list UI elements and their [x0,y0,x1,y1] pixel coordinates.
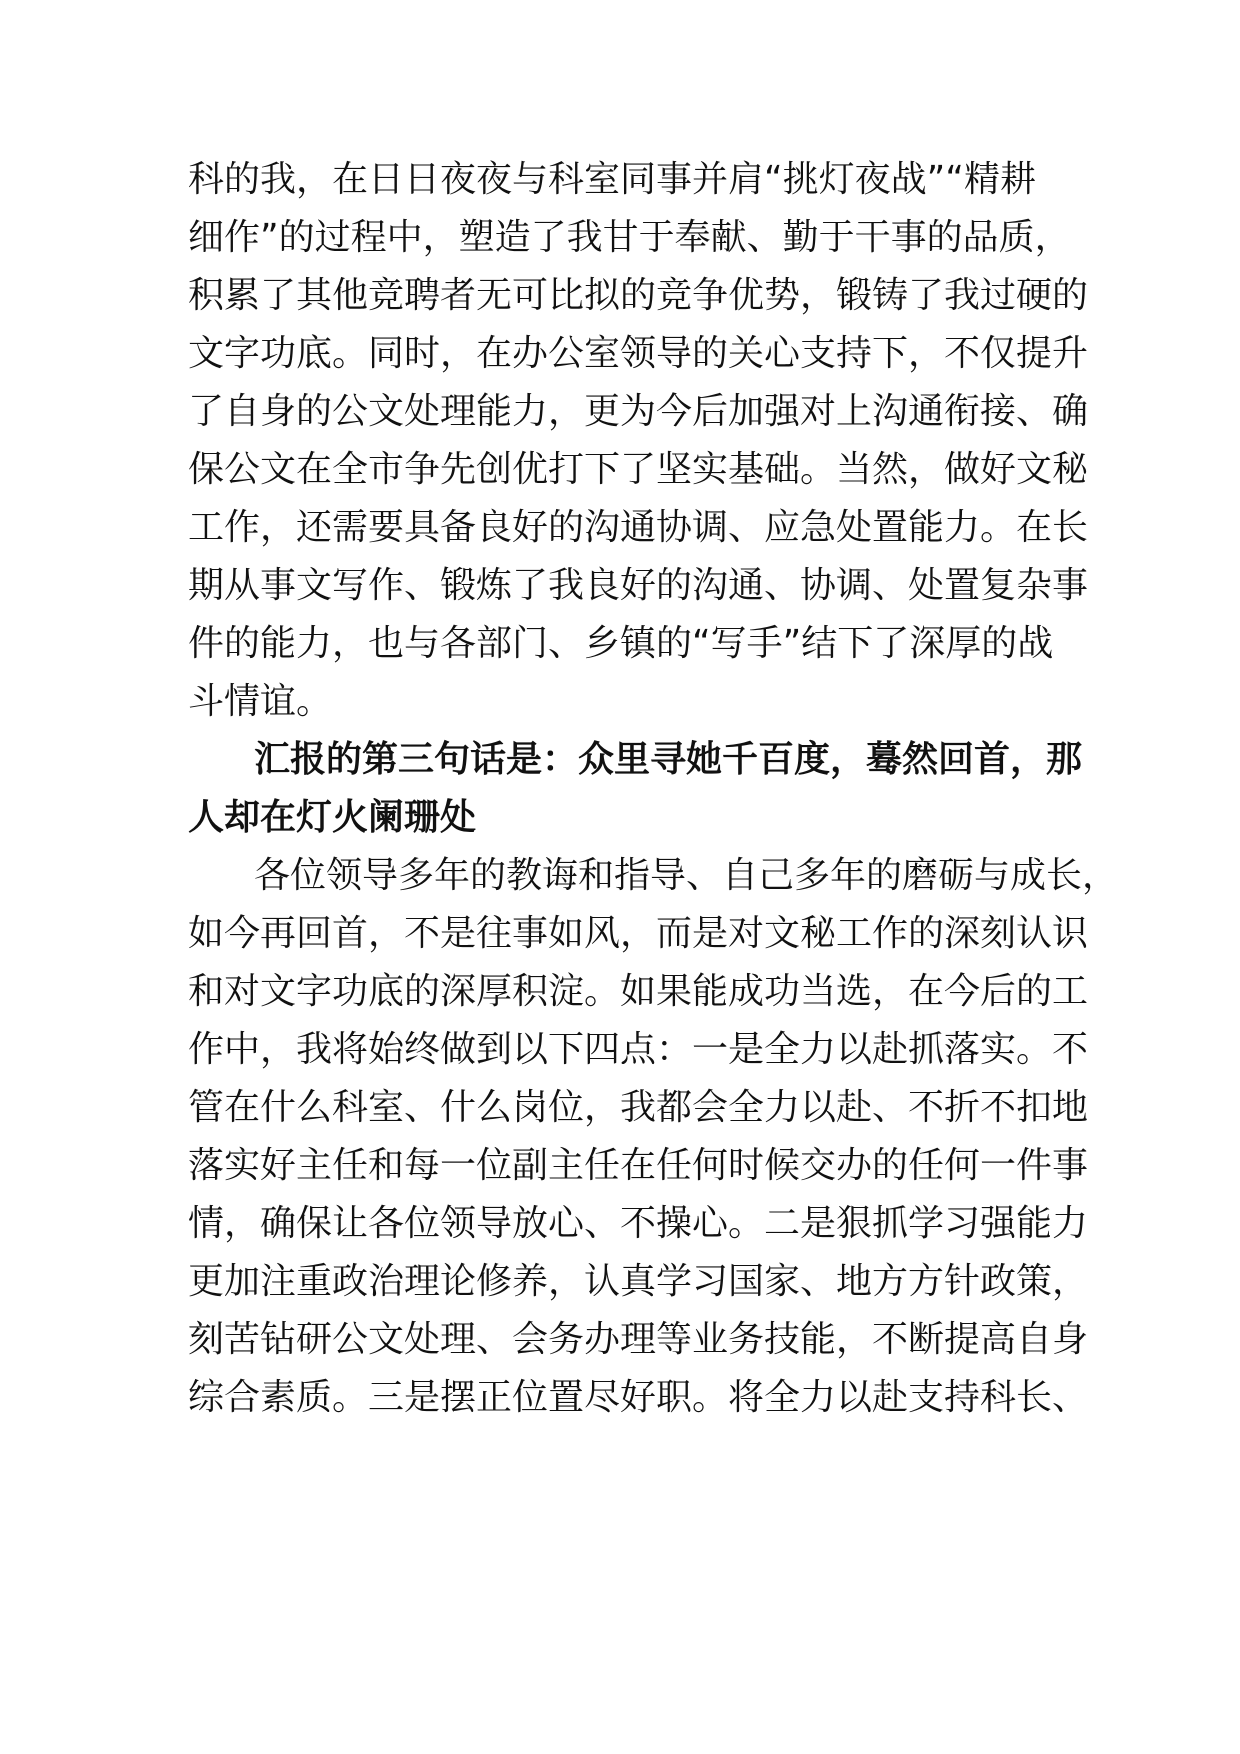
paragraph-2-line-1: 各位领导多年的教诲和指导、自己多年的磨砺与成长， [254,855,1119,896]
paragraph-1-line-10: 斗情谊。 [188,681,333,722]
section-heading-line-1: 汇报的第三句话是：众里寻她千百度，蓦然回首，那 [254,739,1083,780]
paragraph-1-line-7: 工作，还需要具备良好的沟通协调、应急处置能力。在长 [188,507,1089,548]
paragraph-2-line-10: 综合素质。三是摆正位置尽好职。将全力以赴支持科长、 [188,1377,1089,1418]
paragraph-2-line-8: 更加注重政治理论修养，认真学习国家、地方方针政策， [188,1261,1089,1302]
paragraph-1-line-2: 细作”的过程中，塑造了我甘于奉献、勤于干事的品质， [188,217,1071,258]
paragraph-2-line-6: 落实好主任和每一位副主任在任何时候交办的任何一件事 [188,1145,1089,1186]
paragraph-2-line-4: 作中，我将始终做到以下四点：一是全力以赴抓落实。不 [188,1029,1089,1070]
paragraph-1-line-8: 期从事文写作、锻炼了我良好的沟通、协调、处置复杂事 [188,565,1089,606]
paragraph-1-line-1: 科的我，在日日夜夜与科室同事并肩“挑灯夜战”“精耕 [188,159,1036,200]
paragraph-2-line-3: 和对文字功底的深厚积淀。如果能成功当选，在今后的工 [188,971,1089,1012]
paragraph-1-line-5: 了自身的公文处理能力，更为今后加强对上沟通衔接、确 [188,391,1089,432]
paragraph-1-line-9: 件的能力，也与各部门、乡镇的“写手”结下了深厚的战 [188,623,1054,664]
paragraph-1-line-3: 积累了其他竞聘者无可比拟的竞争优势，锻铸了我过硬的 [188,275,1089,316]
paragraph-1-line-6: 保公文在全市争先创优打下了坚实基础。当然，做好文秘 [188,449,1089,490]
section-heading-line-2: 人却在灯火阑珊处 [188,797,477,838]
paragraph-2-line-5: 管在什么科室、什么岗位，我都会全力以赴、不折不扣地 [188,1087,1089,1128]
paragraph-2-line-9: 刻苦钻研公文处理、会务办理等业务技能，不断提高自身 [188,1319,1089,1360]
paragraph-2-line-7: 情，确保让各位领导放心、不操心。二是狠抓学习强能力 [188,1203,1089,1244]
paragraph-1-line-4: 文字功底。同时，在办公室领导的关心支持下，不仅提升 [188,333,1089,374]
paragraph-2-line-2: 如今再回首，不是往事如风，而是对文秘工作的深刻认识 [188,913,1089,954]
